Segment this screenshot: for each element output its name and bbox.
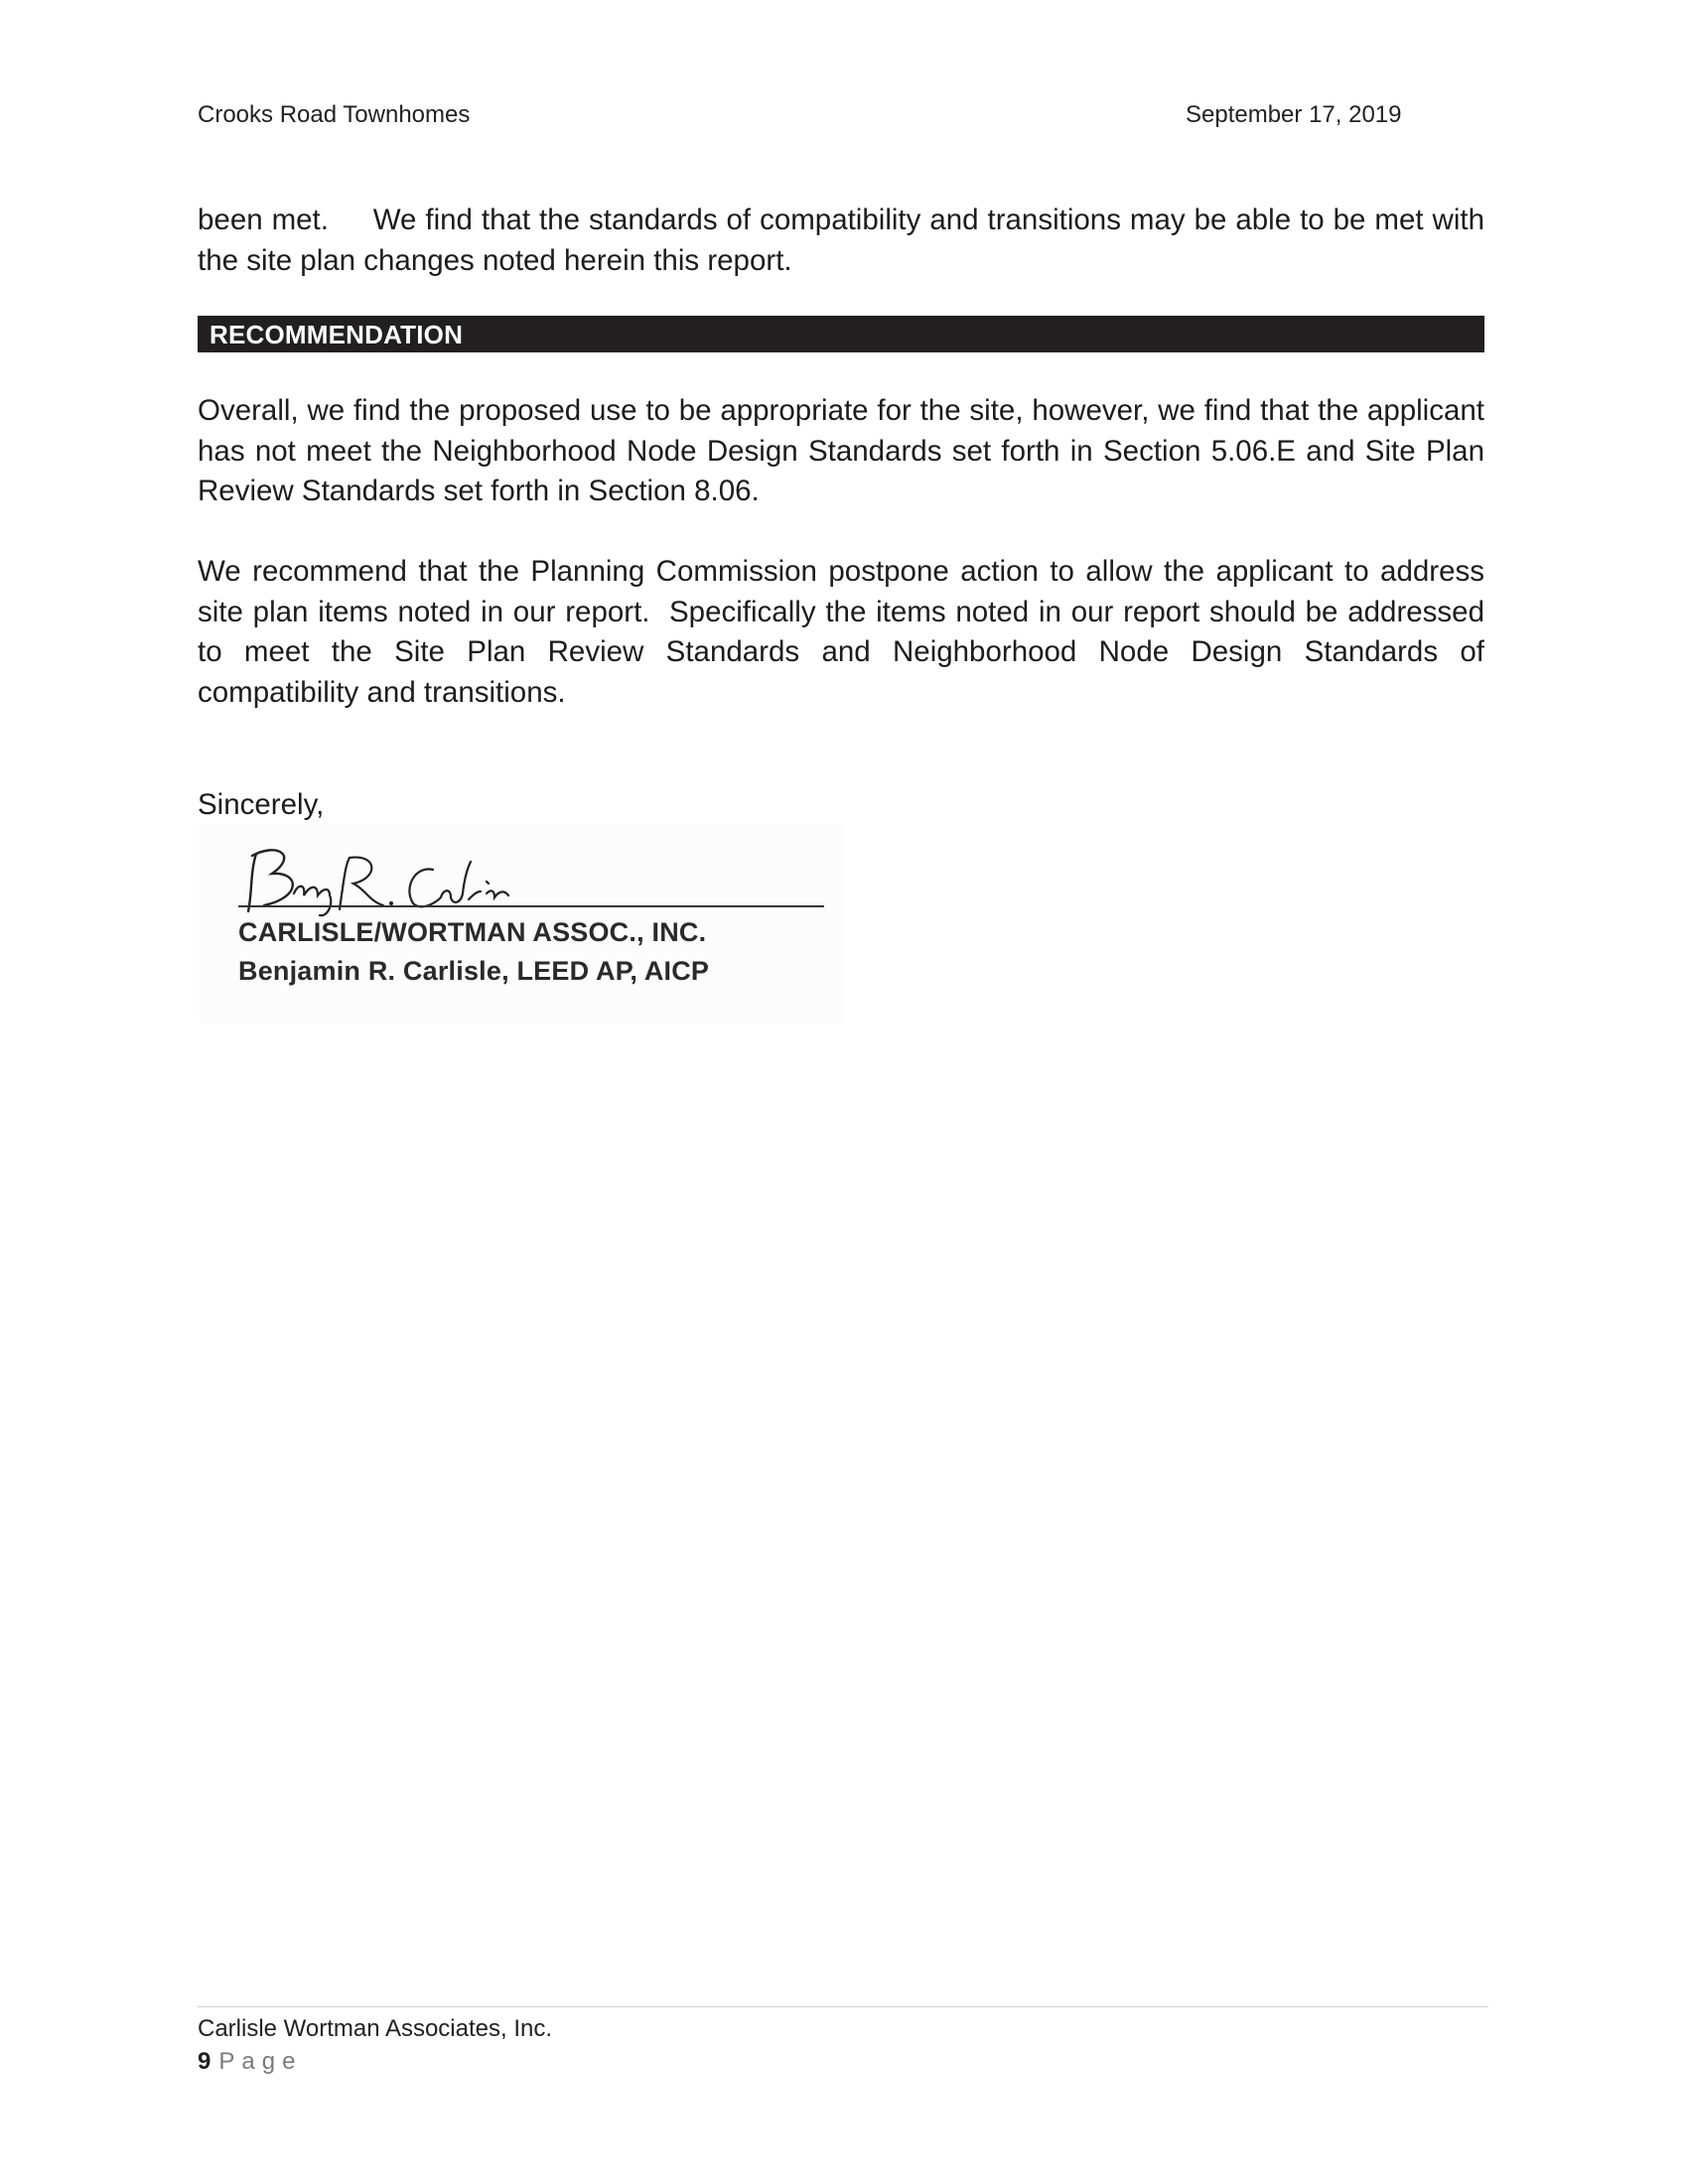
closing-salutation: Sincerely, (198, 788, 325, 821)
section-heading-bar (198, 316, 1484, 352)
recommendation-paragraph: We recommend that the Planning Commission postpone action to allow the applicant to address site plan items noted in our report. Specifically the items noted in our report should be addressed to meet the Site Plan Review Standards and Neighborhood Node Design Standards of compatibility and transitions. (198, 555, 1484, 709)
footer-page-indicator (198, 2048, 302, 2076)
signature-firm: CARLISLE/WORTMAN ASSOC., INC. (238, 917, 707, 947)
page-label: Page (218, 2048, 303, 2075)
handwritten-signature (238, 832, 536, 921)
signature-line (238, 905, 824, 907)
continuation-paragraph: been met. We find that the standards of compatibility and transitions may be able to be met with the site plan changes noted herein this report. (198, 204, 1484, 277)
page-number: 9 (198, 2048, 211, 2075)
overall-paragraph: Overall, we find the proposed use to be appropriate for the site, however, we find that the applicant has not meet the Neighborhood Node Design Standards set forth in Section 5.06.E and Site Plan Review Standards set forth in Section 8.06. (198, 394, 1484, 507)
signature-block (199, 824, 844, 1023)
header-date: September 17, 2019 (1186, 101, 1402, 128)
signature-signer: Benjamin R. Carlisle, LEED AP, AICP (238, 956, 710, 986)
header-project-title: Crooks Road Townhomes (198, 101, 471, 128)
footer-divider (198, 2006, 1488, 2007)
section-heading: RECOMMENDATION (210, 320, 464, 349)
footer-company: Carlisle Wortman Associates, Inc. (198, 2015, 553, 2042)
